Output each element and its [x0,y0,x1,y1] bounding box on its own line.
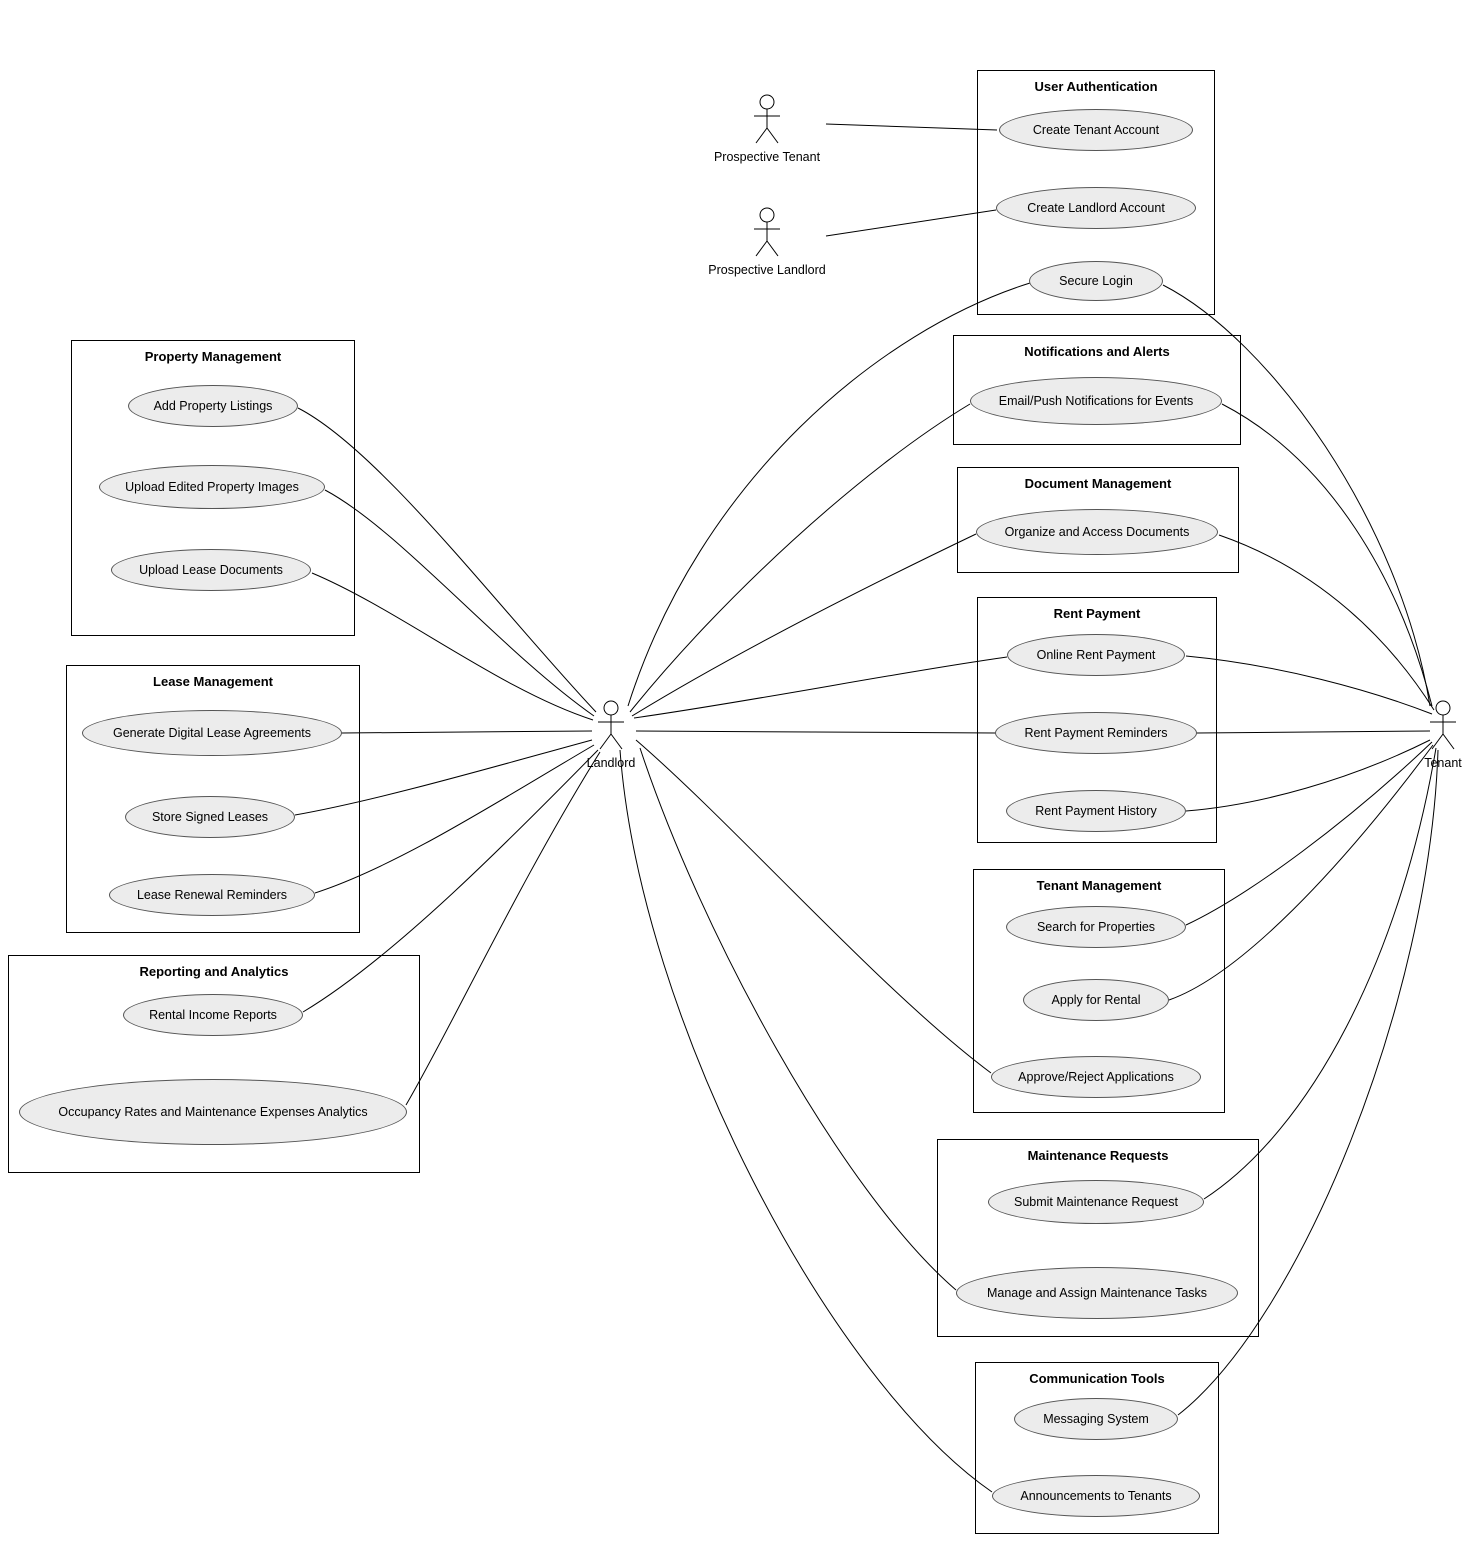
edge-landlord-to-organize-access-documents [632,534,976,716]
edge-landlord-to-online-rent-payment [634,657,1007,718]
package-title: Communication Tools [1029,1371,1165,1386]
edge-tenant-to-rent-payment-history [1186,740,1430,811]
usecase-organize-access-documents[interactable]: Organize and Access Documents [976,509,1218,555]
edge-tenant-to-submit-maintenance-request [1204,748,1436,1199]
usecase-messaging-system[interactable]: Messaging System [1014,1398,1178,1440]
package-title: Maintenance Requests [1027,1148,1169,1163]
edge-tenant-to-organize-access-documents [1219,535,1434,710]
edge-prospective-landlord-to-create-landlord-account [826,210,996,236]
usecase-occupancy-maintenance-analytics[interactable]: Occupancy Rates and Maintenance Expenses Analytics [19,1079,407,1145]
package-title: Document Management [1024,476,1172,491]
actor-stick-figure-icon [589,699,633,753]
actor-label: Landlord [586,756,636,770]
actor-stick-figure-icon [745,206,789,260]
usecase-rent-payment-history[interactable]: Rent Payment History [1006,790,1186,832]
usecase-add-property-listings[interactable]: Add Property Listings [128,385,298,427]
usecase-announcements-to-tenants[interactable]: Announcements to Tenants [992,1475,1200,1517]
package-title: Rent Payment [1053,606,1141,621]
edge-landlord-to-rent-payment-reminders [636,731,995,733]
edge-tenant-to-online-rent-payment [1186,656,1432,714]
actor-label: Prospective Landlord [708,263,826,277]
usecase-approve-reject-applications[interactable]: Approve/Reject Applications [991,1056,1201,1098]
edge-tenant-to-email-push-notifications [1222,404,1432,706]
actor-stick-figure-icon [745,93,789,147]
edge-landlord-to-approve-reject-applications [636,740,991,1073]
edge-landlord-to-announcements-to-tenants [620,750,992,1492]
edge-landlord-to-generate-digital-lease-agreements [342,731,592,733]
usecase-search-for-properties[interactable]: Search for Properties [1006,906,1186,948]
usecase-lease-renewal-reminders[interactable]: Lease Renewal Reminders [109,874,315,916]
package-title: Lease Management [153,674,273,689]
usecase-create-landlord-account[interactable]: Create Landlord Account [996,187,1196,229]
usecase-online-rent-payment[interactable]: Online Rent Payment [1007,634,1185,676]
usecase-rental-income-reports[interactable]: Rental Income Reports [123,994,303,1036]
edge-landlord-to-occupancy-maintenance-analytics [406,752,600,1105]
usecase-apply-for-rental[interactable]: Apply for Rental [1023,979,1169,1021]
package-title: Property Management [144,349,282,364]
usecase-generate-digital-lease-agreements[interactable]: Generate Digital Lease Agreements [82,710,342,756]
package-title: Reporting and Analytics [139,964,289,979]
edge-tenant-to-rent-payment-reminders [1197,731,1430,733]
package-title: Tenant Management [1036,878,1162,893]
usecase-manage-assign-maintenance-tasks[interactable]: Manage and Assign Maintenance Tasks [956,1267,1238,1319]
package-title: User Authentication [1034,79,1158,94]
actor-stick-figure-icon [1421,699,1465,753]
actor-label: Prospective Tenant [713,150,821,164]
usecase-submit-maintenance-request[interactable]: Submit Maintenance Request [988,1180,1204,1224]
edge-landlord-to-manage-assign-maintenance-tasks [640,748,956,1290]
edge-prospective-tenant-to-create-tenant-account [826,124,997,130]
usecase-upload-edited-property-images[interactable]: Upload Edited Property Images [99,465,325,509]
actor-label: Tenant [1424,756,1462,770]
usecase-secure-login[interactable]: Secure Login [1029,261,1163,301]
usecase-email-push-notifications[interactable]: Email/Push Notifications for Events [970,377,1222,425]
usecase-upload-lease-documents[interactable]: Upload Lease Documents [111,549,311,591]
usecase-rent-payment-reminders[interactable]: Rent Payment Reminders [995,712,1197,754]
package-title: Notifications and Alerts [1024,344,1170,359]
usecase-store-signed-leases[interactable]: Store Signed Leases [125,796,295,838]
usecase-create-tenant-account[interactable]: Create Tenant Account [999,109,1193,151]
edge-landlord-to-email-push-notifications [630,404,970,712]
edge-landlord-to-upload-edited-property-images [325,490,594,716]
